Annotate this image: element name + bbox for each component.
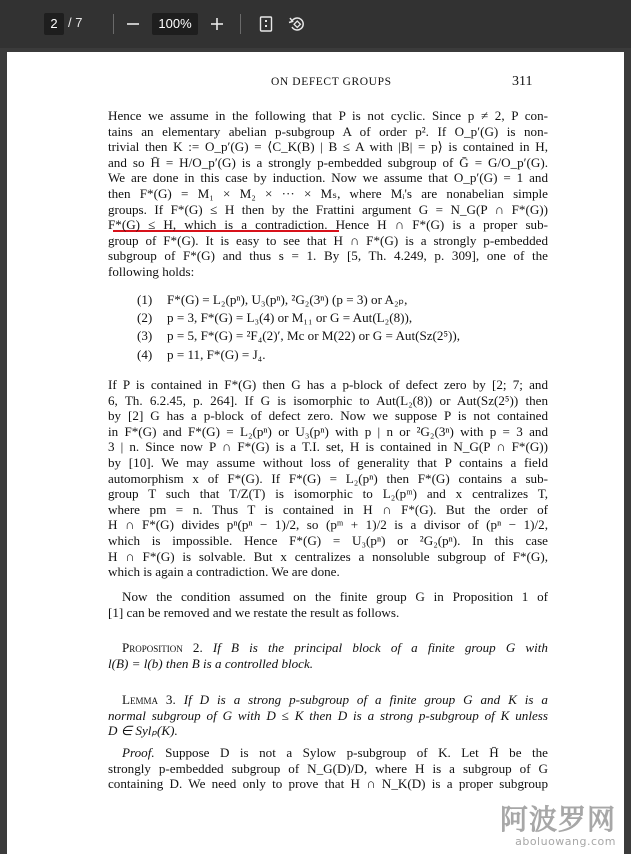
list-number: (2): [137, 310, 153, 326]
text-line: normal subgroup of G with D ≤ K then D is a strong p-subgroup of K unless: [108, 707, 548, 723]
text-line: where pm = n. Thus T is contained in H ∩ F*(G). But the order of: [108, 501, 548, 517]
text-line: by [10]. We may assume without loss of generality that P contains a field: [108, 454, 548, 470]
text-line: automorphism x of F*(G). If F*(G) = L₂(pⁿ) then F*(G) contains a sub-: [108, 470, 548, 486]
watermark: [500, 805, 616, 848]
list-text: p = 5, F*(G) = ²F₄(2)′, Mc or M(22) or G = Aut(Sz(2⁵)),: [167, 328, 461, 344]
text-line: tains an elementary abelian p-subgroup A of order p². If O_p′(G) is non-: [108, 123, 548, 139]
text-line: H ∩ F*(G) divides pⁿ(pⁿ − 1)/2, so (pᵐ + 1)/2 is a divisor of (pⁿ − 1)/2,: [108, 517, 548, 533]
text-line: which is impossible. Hence F*(G) = U₃(pⁿ) or ²G₂(pⁿ). In this case: [108, 532, 548, 548]
proposition-label: Proposition 2.: [122, 640, 203, 655]
pdf-toolbar: [0, 0, 631, 48]
text-line: D ∈ Sylₚ(K).: [108, 723, 178, 739]
minus-icon: [126, 17, 140, 31]
header-page-number: 311: [512, 74, 533, 89]
watermark-chinese: 阿波罗网: [499, 803, 616, 836]
lemma-3: [108, 692, 548, 739]
text-line: subgroup of F*(G) and thus s = 1. By [5, Th. 4.249, p. 309], one of the: [108, 248, 548, 264]
paragraph-2: [108, 377, 548, 580]
text-line: 3 | n. Since now P ∩ F*(G) is a T.I. set, H is contained in N_G(P ∩ F*(G)): [108, 439, 548, 455]
text-line: trivial then K := O_p′(G) = ⟨C_K(B) | B ≤ A with |B| = p⟩ is contained in H,: [108, 139, 548, 155]
zoom-level-input[interactable]: 100%: [152, 13, 198, 35]
zoom-out-button[interactable]: [120, 11, 146, 37]
paragraph-1: [108, 108, 548, 280]
case-list: [137, 291, 557, 364]
list-number: (1): [137, 292, 153, 307]
paragraph-3: [108, 589, 548, 620]
text-line: which is again a contradiction. We are done.: [108, 564, 340, 580]
fit-page-icon: [259, 16, 273, 32]
text-line: [108, 640, 548, 656]
text-line: [108, 745, 548, 761]
text-line: strongly p-embedded subgroup of N_G(D)/D, where H is a subgroup of G: [108, 760, 548, 776]
toolbar-divider: [113, 14, 114, 34]
proof: [108, 745, 548, 792]
proof-label: Proof.: [122, 745, 155, 760]
zoom-in-button[interactable]: [204, 11, 230, 37]
text-line: by [2] G has a p-block of defect zero. Now we suppose P is not contained: [108, 408, 548, 424]
lemma-text: If D is a strong p-subgroup of a finite group G and K is a: [183, 692, 548, 707]
text-line: containing D. We need only to prove that H ∩ N_K(D) is a proper subgroup: [108, 776, 548, 792]
plus-icon: [210, 17, 224, 31]
list-text: p = 11, F*(G) = J₄.: [167, 346, 266, 362]
text-line: [1] can be removed and we restate the result as follows.: [108, 604, 400, 620]
list-number: (3): [137, 328, 153, 344]
fit-page-button[interactable]: [253, 11, 279, 37]
text-line: and so H̄ = H/O_p′(G) is a strongly p-embedded subgroup of Ḡ = G/O_p′(G).: [108, 154, 548, 170]
text-line: then F*(G) = M₁ × M₂ × ··· × Mₛ, where Mᵢ's are nonabelian simple: [108, 185, 548, 201]
rotate-icon: [288, 15, 306, 33]
text-line: group T such that T/Z(T) is isomorphic to L₂(pᵐ) and x centralizes T,: [108, 486, 548, 502]
text-line: Now the condition assumed on the finite group G in Proposition 1 of: [122, 589, 548, 604]
list-text: F*(G) = L₂(pⁿ), U₃(pⁿ), ²G₂(3ⁿ) (p = 3) or A₂ₚ,: [167, 292, 408, 307]
text-line: F*(G) ≤ H, which is a contradiction. Hence H ∩ F*(G) is a proper sub-: [108, 217, 548, 233]
document-viewport[interactable]: [0, 48, 631, 854]
toolbar-divider: [240, 14, 241, 34]
list-item: [137, 309, 557, 327]
text-line: groups. If F*(G) ≤ H then by the Frattini argument G = N_G(P ∩ F*(G)): [108, 201, 548, 217]
watermark-url: aboluowang.com: [515, 835, 616, 848]
list-text: p = 3, F*(G) = L₃(4) or M₁₁ or G = Aut(L₂(8)),: [167, 310, 413, 326]
page-number-input[interactable]: 2: [44, 13, 64, 35]
text-line: group of F*(G). It is easy to see that H ∩ F*(G) is a strongly p-embedded: [108, 232, 548, 248]
running-header: [7, 76, 624, 94]
text-line: following holds:: [108, 263, 195, 279]
text-line: [108, 692, 548, 708]
proposition-text: If B is the principal block of a finite group G with: [212, 640, 548, 655]
list-item: [137, 327, 557, 345]
header-title: ON DEFECT GROUPS: [271, 76, 392, 88]
text-line: If P is contained in F*(G) then G has a p-block of defect zero by [2; 7; and: [108, 377, 548, 392]
text-line: in F*(G) and F*(G) = L₂(pⁿ) or U₃(pⁿ) with p | n or ²G₂(3ⁿ) with p = 3 and: [108, 423, 548, 439]
list-item: [137, 346, 557, 364]
lemma-label: Lemma 3.: [122, 692, 176, 707]
highlighted-text-line: We are done in this case by induction. Now we assume that O_p′(G) = 1 and: [108, 170, 548, 186]
text-line: H ∩ F*(G) is solvable. But x centralizes a nonsoluble subgroup of F*(G),: [108, 548, 548, 564]
text-line: Hence we assume in the following that P is not cyclic. Since p ≠ 2, P con-: [108, 108, 548, 123]
page-count: / 7: [68, 15, 83, 30]
rotate-button[interactable]: [284, 11, 310, 37]
text-line: 6, Th. 6.2.45, p. 264]. If G is isomorphic to Aut(L₂(8)) or Aut(Sz(2⁵)) then: [108, 392, 548, 408]
list-number: (4): [137, 346, 153, 362]
text-line: l(B) = l(b) then B is a controlled block.: [108, 655, 314, 671]
list-item: [137, 291, 557, 309]
proposition-2: [108, 640, 548, 671]
proof-text: Suppose D is not a Sylow p-subgroup of K. Let H̄ be the: [165, 745, 548, 760]
pdf-page: [7, 52, 624, 854]
